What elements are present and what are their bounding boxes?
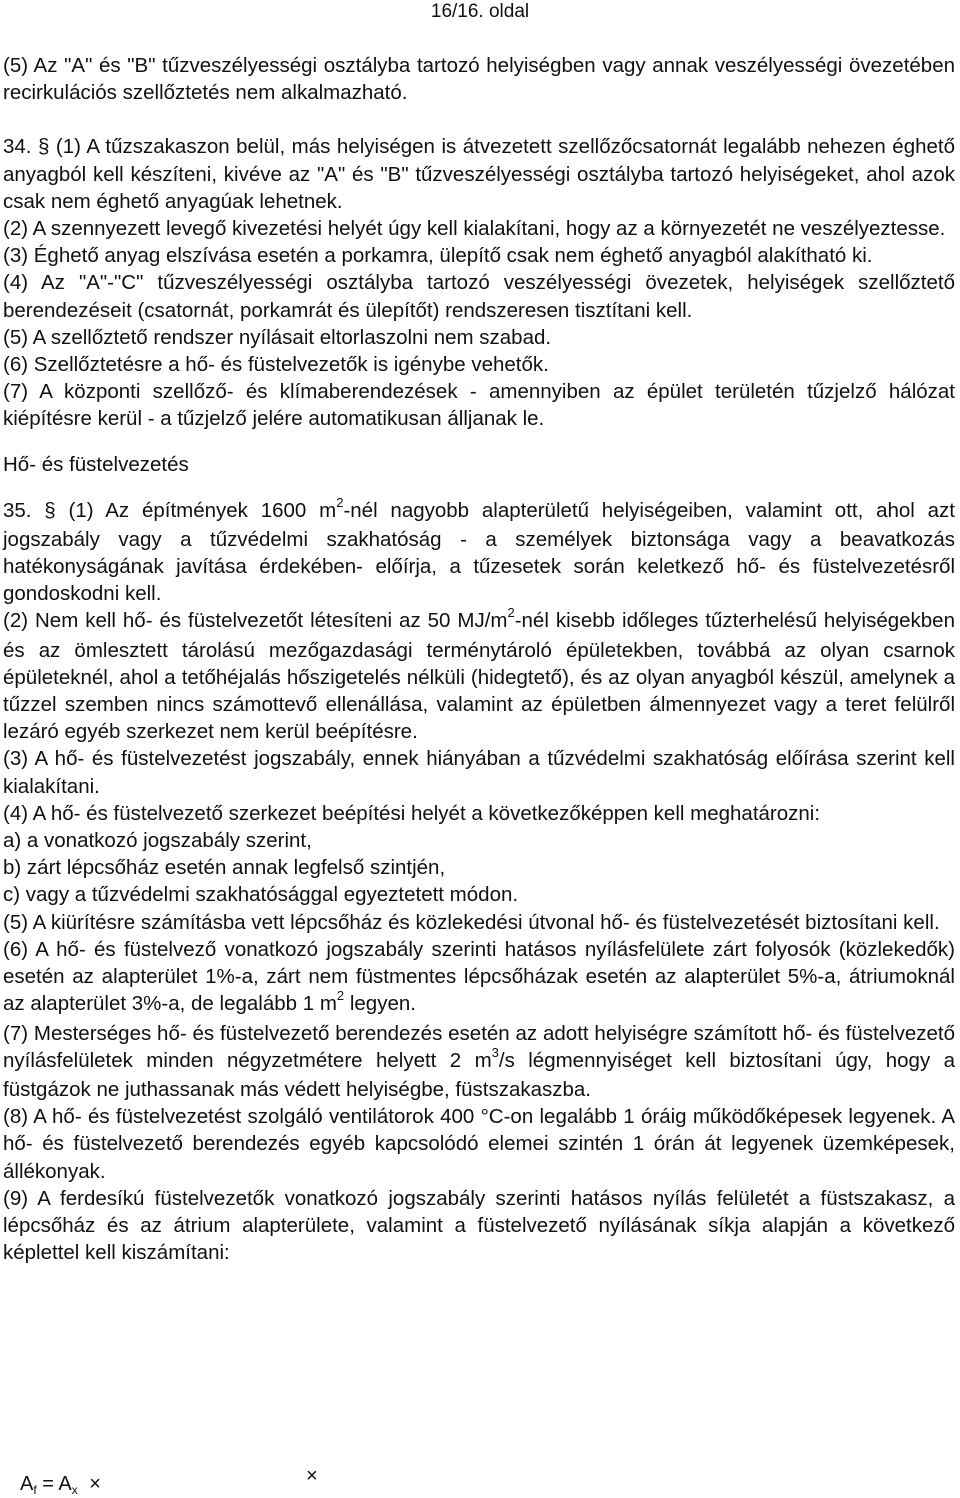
section-35-item-c: c) vagy a tűzvédelmi szakhatósággal egyeztetett módon. bbox=[3, 883, 519, 907]
section-34-paragraph-3: (3) Éghető anyag elszívása esetén a porkamra, ülepítő csak nem éghető anyagból alakítható ki. bbox=[3, 244, 873, 268]
section-35-item-b: b) zárt lépcsőház esetén annak legfelső szintjén, bbox=[3, 856, 446, 880]
formula: $A_f = A_x$ × × bbox=[20, 1465, 318, 1497]
section-35-paragraph-2: (2) Nem kell hő- és füstelvezetőt létesíteni az 50 $MJ/m^2$-nél kisebb időleges tűzterhelésű helyiségekben és az ömlesztett tárolású mezőgazdasági terménytároló épületekben, továbbá az olyan csarnok épületeknél, ahol a tetőhéjalás hőszigetelés nélküli (hidegtető), és az olyan anyagból készül, amelynek a tűzzel szemben nincs számottevő ellenállása, valamint az épületben álmennyezet vagy a teret felülről lezáró egyéb szerkezet nem kerül beépítésre. bbox=[3, 605, 955, 744]
section-35-paragraph-8: (8) A hő- és füstelvezetést szolgáló ventilátorok 400 °C-on legalább 1 óráig működőképesek legyenek. A hő- és füstelvezető berendezés egyéb kapcsolódó elemei szintén 1 órán át legyenek üzemképesek, állékonyak. bbox=[3, 1105, 955, 1183]
section-35-paragraph-3: (3) A hő- és füstelvezetést jogszabály, ennek hiányában a tűzvédelmi szakhatóság előírása szerint kell kialakítani. bbox=[3, 747, 955, 798]
section-34-paragraph-5: (5) A szellőztető rendszer nyílásait eltorlaszolni nem szabad. bbox=[3, 325, 552, 349]
section-heading: Hő- és füstelvezetés bbox=[3, 452, 189, 476]
section-34-paragraph-7: (7) A központi szellőző- és klímaberendezések - amennyiben az épület területén tűzjelző hálózat kiépítésre kerül - a tűzjelző jelére automatikusan álljanak le. bbox=[3, 380, 955, 431]
document-body bbox=[3, 52, 955, 1266]
section-35-paragraph-7: (7) Mesterséges hő- és füstelvezető berendezés esetén az adott helyiségre számított hő- és füstelvezető nyílásfelületek minden négyzetmétere helyett 2 $m^3/s$ légmennyiséget kell biztosítani úgy, hogy a füstgázok ne juthassanak más védett helyiségbe, füstszakaszba. bbox=[3, 1021, 955, 1101]
section-34-paragraph-4: (4) Az "A"-"C" tűzveszélyességi osztályba tartozó veszélyességi övezetek, helyiségek szellőztető berendezéseit (csatornát, porkamrát és ülepítőt) rendszeresen tisztítani kell. bbox=[3, 271, 955, 322]
page-number: 16/16. oldal bbox=[430, 1, 530, 22]
section-35-paragraph-1: 35. § (1) Az építmények 1600 $m^2$-nél nagyobb alapterületű helyiségeiben, valamint ott, ahol azt jogszabály vagy a tűzvédelmi szakhatóság - a személyek biztonsága vagy a beavatkozás hatékonyságának javítása érdekében- előírja, a tűzesetek során keletkező hő- és füstelvezetésről gondoskodni kell. bbox=[3, 494, 955, 606]
paragraph-5-previous: (5) Az "A" és "B" tűzveszélyességi osztályba tartozó helyiségben vagy annak veszélyességi övezetében recirkulációs szellőztetés nem alkalmazható. bbox=[3, 54, 955, 105]
section-35-paragraph-5: (5) A kiürítésre számításba vett lépcsőház és közlekedési útvonal hő- és füstelvezetését biztosítani kell. bbox=[3, 910, 940, 934]
section-34-paragraph-2: (2) A szennyezett levegő kivezetési helyét úgy kell kialakítani, hogy az a környezetét ne veszélyeztesse. bbox=[3, 217, 946, 241]
section-35-paragraph-6: (6) A hő- és füstelvező vonatkozó jogszabály szerinti hatásos nyílásfelülete zárt folyosók (közlekedők) esetén az alapterület 1%-a, zárt nem füstmentes lépcsőházak esetén az alapterület 5%-a, átriumoknál az alapterület 3%-a, de legalább 1 $m^2$ legyen. bbox=[3, 937, 955, 1016]
section-35-item-a: a) a vonatkozó jogszabály szerint, bbox=[3, 829, 312, 853]
section-35-paragraph-4: (4) A hő- és füstelvezető szerkezet beépítési helyét a következőképpen kell meghatározni: bbox=[3, 801, 821, 825]
section-35-paragraph-9: (9) A ferdesíkú füstelvezetők vonatkozó jogszabály szerinti hatásos nyílás felületét a füstszakasz, a lépcsőház és az átrium alapterülete, valamint a füstelvezető nyílásának síkja alapján a következő képlettel kell kiszámítani: bbox=[3, 1186, 955, 1265]
section-34-paragraph-6: (6) Szellőztetésre a hő- és füstelvezetők is igénybe vehetők. bbox=[3, 353, 549, 377]
section-34-paragraph-1: 34. § (1) A tűzszakaszon belül, más helyiségen is átvezetett szellőzőcsatornát legalább nehezen éghető anyagból kell készíteni, kivéve az "A" és "B" tűzveszélyességi osztályba tartozó helyiségeket, ahol azok csak nem éghető anyagúak lehetnek. bbox=[3, 135, 955, 213]
